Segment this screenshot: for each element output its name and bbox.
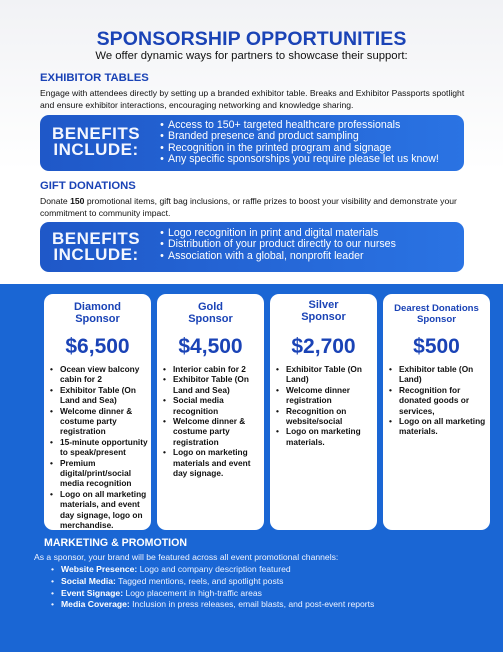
tier-card-silver — [270, 294, 377, 530]
marketing-item-text: Logo and company description featured — [137, 564, 291, 574]
tier-card-diamond — [44, 294, 151, 530]
tier-name — [157, 301, 264, 325]
benefits-label — [52, 126, 140, 158]
marketing-item-label: Social Media: — [61, 575, 116, 586]
list-item: • Welcome dinner & costume party registration — [50, 406, 148, 437]
tier-price: $6,500 — [65, 335, 130, 358]
list-item: • Logo on marketing materials. — [276, 426, 374, 447]
list-item: • Exhibitor table (On Land) — [389, 364, 487, 385]
tier-name-line-1: Diamond — [73, 301, 122, 313]
benefits-label — [52, 231, 140, 263]
marketing-item-label: Media Coverage: — [61, 599, 130, 610]
list-item: • Recognition in the printed program and signage — [156, 143, 439, 154]
benefits-label-line-1: BENEFITS — [52, 229, 141, 248]
list-item: • Logo recognition in print and digital materials — [156, 228, 396, 239]
list-item: • Welcome dinner & costume party registration — [163, 416, 261, 447]
tier-name-line-2: Sponsor — [75, 313, 120, 325]
gift-description-post: promotional items, gift bag inclusions, or raffle prizes to boost your visibility and demonstrate your commitment to community impact. — [40, 196, 457, 219]
exhibitor-heading: EXHIBITOR TABLES — [40, 72, 149, 84]
list-item: • Logo on all marketing materials. — [389, 416, 487, 437]
tier-name-line-1: Gold — [197, 301, 224, 313]
marketing-item-text: Logo placement in high-traffic areas — [123, 587, 262, 598]
marketing-list — [51, 564, 374, 611]
exhibitor-description: Engage with attendees directly by setting up a branded exhibitor table. Breaks and Exhibitor Passports spotlight and ensure exhibitor interactions, encouraging networking and knowledge sharing. — [40, 88, 465, 111]
marketing-item-text: Inclusion in press releases, email blasts, and post-event reports — [129, 599, 375, 610]
tier-card-dearest-donations — [383, 294, 490, 530]
list-item: • Ocean view balcony cabin for 2 — [50, 364, 148, 385]
list-item: • Logo on marketing materials and event day signage. — [163, 447, 261, 478]
list-item: • Exhibitor Table (On Land and Sea) — [163, 374, 261, 395]
exhibitor-benefits-box — [40, 115, 464, 171]
list-item — [51, 564, 374, 576]
list-item — [51, 599, 374, 611]
tier-name-line-2: Sponsor — [301, 311, 346, 323]
marketing-intro: As a sponsor, your brand will be featured across all event promotional channels: — [34, 552, 339, 562]
benefits-label-line-1: BENEFITS — [52, 124, 141, 143]
list-item: • Recognition for donated goods or services, — [389, 385, 487, 416]
list-item: • Recognition on website/social — [276, 406, 374, 427]
list-item: • Access to 150+ targeted healthcare professionals — [156, 120, 439, 131]
benefits-label-line-2: INCLUDE: — [53, 140, 139, 159]
marketing-item-text: Tagged mentions, reels, and spotlight posts — [115, 575, 284, 586]
gift-description — [40, 195, 480, 219]
list-item — [51, 576, 374, 588]
tier-name-line-1: Silver — [308, 299, 339, 311]
list-item: • Distribution of your product directly to our nurses — [156, 239, 396, 250]
benefits-label-line-2: INCLUDE: — [53, 245, 139, 264]
page-subtitle: We offer dynamic ways for partners to showcase their support: — [95, 50, 408, 62]
gift-description-pre: Donate — [40, 196, 71, 206]
marketing-item-label: Event Signage: — [61, 587, 124, 598]
list-item: • Premium digital/print/social media recognition — [50, 458, 148, 489]
tier-price: $4,500 — [178, 335, 243, 358]
list-item: • Welcome dinner registration — [276, 385, 374, 406]
list-item: • Interior cabin for 2 — [163, 364, 261, 374]
page-title: SPONSORSHIP OPPORTUNITIES — [96, 28, 407, 50]
gift-benefits-box — [40, 222, 464, 272]
tier-name — [383, 304, 490, 325]
tier-name-line-2: Sponsor — [188, 313, 233, 325]
tier-price: $2,700 — [291, 335, 356, 358]
list-item: • Exhibitor Table (On Land) — [276, 364, 374, 385]
list-item: • Any specific sponsorships you require please let us know! — [156, 154, 439, 165]
gift-description-count: 150 — [70, 196, 85, 206]
tier-name-line-1: Dearest Donations — [394, 303, 479, 314]
list-item: • Social media recognition — [163, 395, 261, 416]
tier-name-line-2: Sponsor — [417, 313, 456, 325]
list-item: • Exhibitor Table (On Land and Sea) — [50, 385, 148, 406]
list-item: • Logo on all marketing materials, and event day signage, logo on merchandise. — [50, 489, 148, 531]
tier-benefits-list — [276, 364, 374, 447]
tier-benefits-list — [163, 364, 261, 478]
list-item: • Association with a global, nonprofit leader — [156, 251, 396, 262]
list-item: • Branded presence and product sampling — [156, 131, 439, 142]
gift-benefits-list — [156, 228, 396, 262]
tier-benefits-list — [50, 364, 148, 531]
exhibitor-benefits-list — [156, 120, 439, 166]
gift-heading: GIFT DONATIONS — [40, 180, 136, 192]
marketing-item-label: Website Presence: — [61, 564, 138, 574]
tier-card-gold — [157, 294, 264, 530]
tier-price: $500 — [413, 335, 460, 358]
list-item — [51, 588, 374, 600]
tier-benefits-list — [389, 364, 487, 437]
list-item: • 15-minute opportunity to speak/present — [50, 437, 148, 458]
tier-name — [44, 301, 151, 325]
tier-name — [270, 299, 377, 323]
marketing-heading: MARKETING & PROMOTION — [44, 537, 188, 549]
